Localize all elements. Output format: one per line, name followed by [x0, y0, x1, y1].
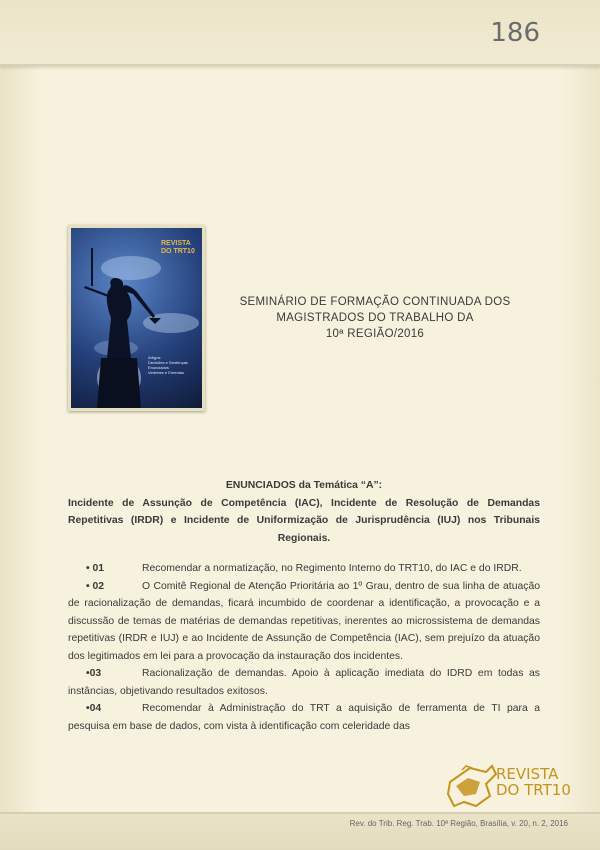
- enunciados-heading: [68, 477, 540, 547]
- list-item: • 01 Recomendar a normatização, no Regimento Interno do TRT10, do IAC e do IRDR.: [86, 563, 522, 574]
- cover-subtitle: Artigos Decisões e Sentenças Enunciados Verbetes e Ementas: [148, 355, 188, 375]
- cover-artwork: [71, 228, 202, 408]
- journal-cover-image: [68, 225, 205, 411]
- heading-line-1: ENUNCIADOS da Temática “A”:: [225, 480, 383, 491]
- enunciados-list: [68, 560, 540, 735]
- footer-citation: Rev. do Trib. Reg. Trab. 10ª Região, Brasília, v. 20, n. 2, 2016: [349, 819, 568, 828]
- list-item: •04 Recomendar à Administração do TRT a aquisição de ferramenta de TI para a pesquisa em base de dados, com vista à identificação com celeridade das: [68, 703, 540, 732]
- seminar-title: SEMINÁRIO DE FORMAÇÃO CONTINUADA DOS MAGISTRADOS DO TRABALHO DA 10ª REGIÃO/2016: [239, 296, 511, 340]
- list-item: •03 Racionalização de demandas. Apoio à aplicação imediata do IDRD em todas as instâncias, objetivando resultados exitosos.: [68, 668, 540, 697]
- footer-band: [0, 812, 600, 850]
- page-number: 186: [490, 18, 540, 48]
- cover-logo: REVISTA DO TRT10: [161, 240, 195, 255]
- list-item: • 02 O Comitê Regional de Atenção Prioritária ao 1º Grau, dentro de sua linha de atuação de racionalização de demandas, ficará incumbido de coordenar a identificação, a provocação e a discussão de temas de matérias de demandas repetitivas, inerentes ao microssistema de demandas repetitivas (IRDR e IUJ) e ao Incidente de Assunção de Competência (IAC), sem prejuízo da atuação dos legitimados em lei para a provocação da instauração dos incidentes.: [68, 580, 540, 662]
- revista-logo-text: REVISTA DO TRT10: [496, 765, 571, 799]
- heading-line-2: Incidente de Assunção de Competência (IAC), Incidente de Resolução de Demandas Repetitivas (IRDR) e Incidente de Uniformização de Jurisprudência (IUJ) nos Tribunais Regionais.: [68, 497, 540, 544]
